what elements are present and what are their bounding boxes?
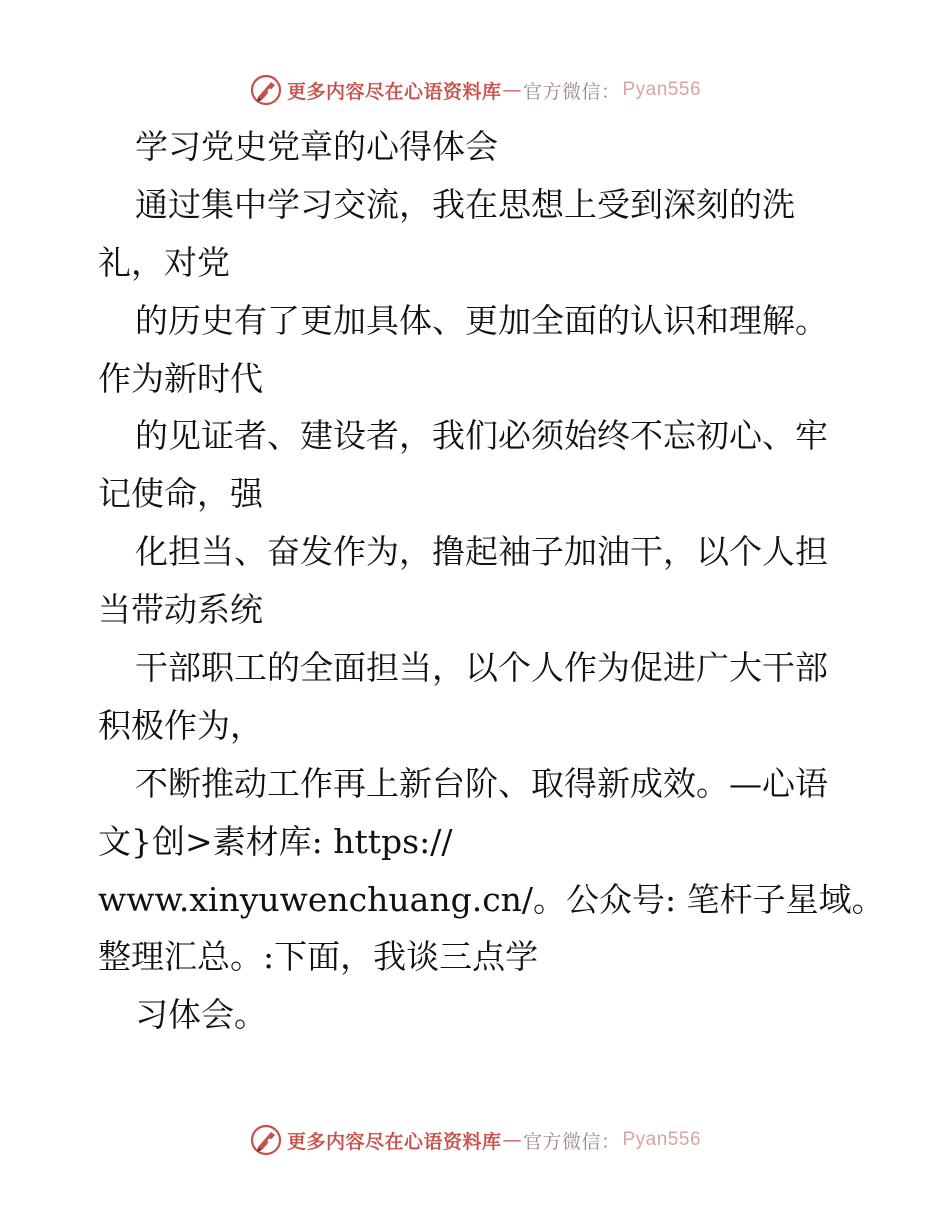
- pen-logo-icon: [249, 73, 283, 107]
- text-line: 学习党史党章的心得体会: [135, 127, 498, 166]
- header-wechat-id: Pyan556: [622, 79, 702, 100]
- header-brand-text: 更多内容尽在心语资料库: [286, 80, 502, 103]
- text-line: 不断推动工作再上新台阶、取得新成效。—心语: [135, 763, 828, 803]
- document-body: [98, 118, 885, 1044]
- text-line: 习体会。: [135, 995, 267, 1035]
- header-dash: —: [502, 79, 522, 101]
- text-line: 的见证者、建设者，我们必须始终不忘初心、牢: [135, 416, 828, 456]
- header-watermark-banner: [0, 70, 950, 110]
- text-line: 文}创>素材库: https://: [98, 821, 453, 861]
- footer-dash: —: [502, 1129, 522, 1151]
- pen-logo-icon: [249, 1123, 283, 1157]
- text-line: 当带动系统: [98, 590, 263, 630]
- text-line: 作为新时代: [98, 358, 263, 398]
- text-line: 的历史有了更加具体、更加全面的认识和理解。: [135, 300, 828, 340]
- footer-brand-text: 更多内容尽在心语资料库: [286, 1130, 502, 1153]
- text-line: 记使命，强: [98, 474, 263, 514]
- text-line: www.xinyuwenchuang.cn/。公众号: 笔杆子星域。: [98, 879, 885, 919]
- header-official-label: 官方微信：: [522, 80, 621, 103]
- text-line: 干部职工的全面担当，以个人作为促进广大干部: [135, 648, 828, 688]
- text-line: 化担当、奋发作为，撸起袖子加油干，以个人担: [135, 532, 828, 572]
- footer-official-label: 官方微信：: [522, 1130, 621, 1153]
- footer-watermark-banner: [0, 1120, 950, 1160]
- text-line: 礼，对党: [98, 242, 230, 282]
- text-line: 积极作为，: [98, 705, 263, 745]
- footer-wechat-id: Pyan556: [622, 1129, 702, 1150]
- text-line: 通过集中学习交流，我在思想上受到深刻的洗: [135, 184, 795, 224]
- text-line: 整理汇总。:下面，我谈三点学: [98, 937, 539, 977]
